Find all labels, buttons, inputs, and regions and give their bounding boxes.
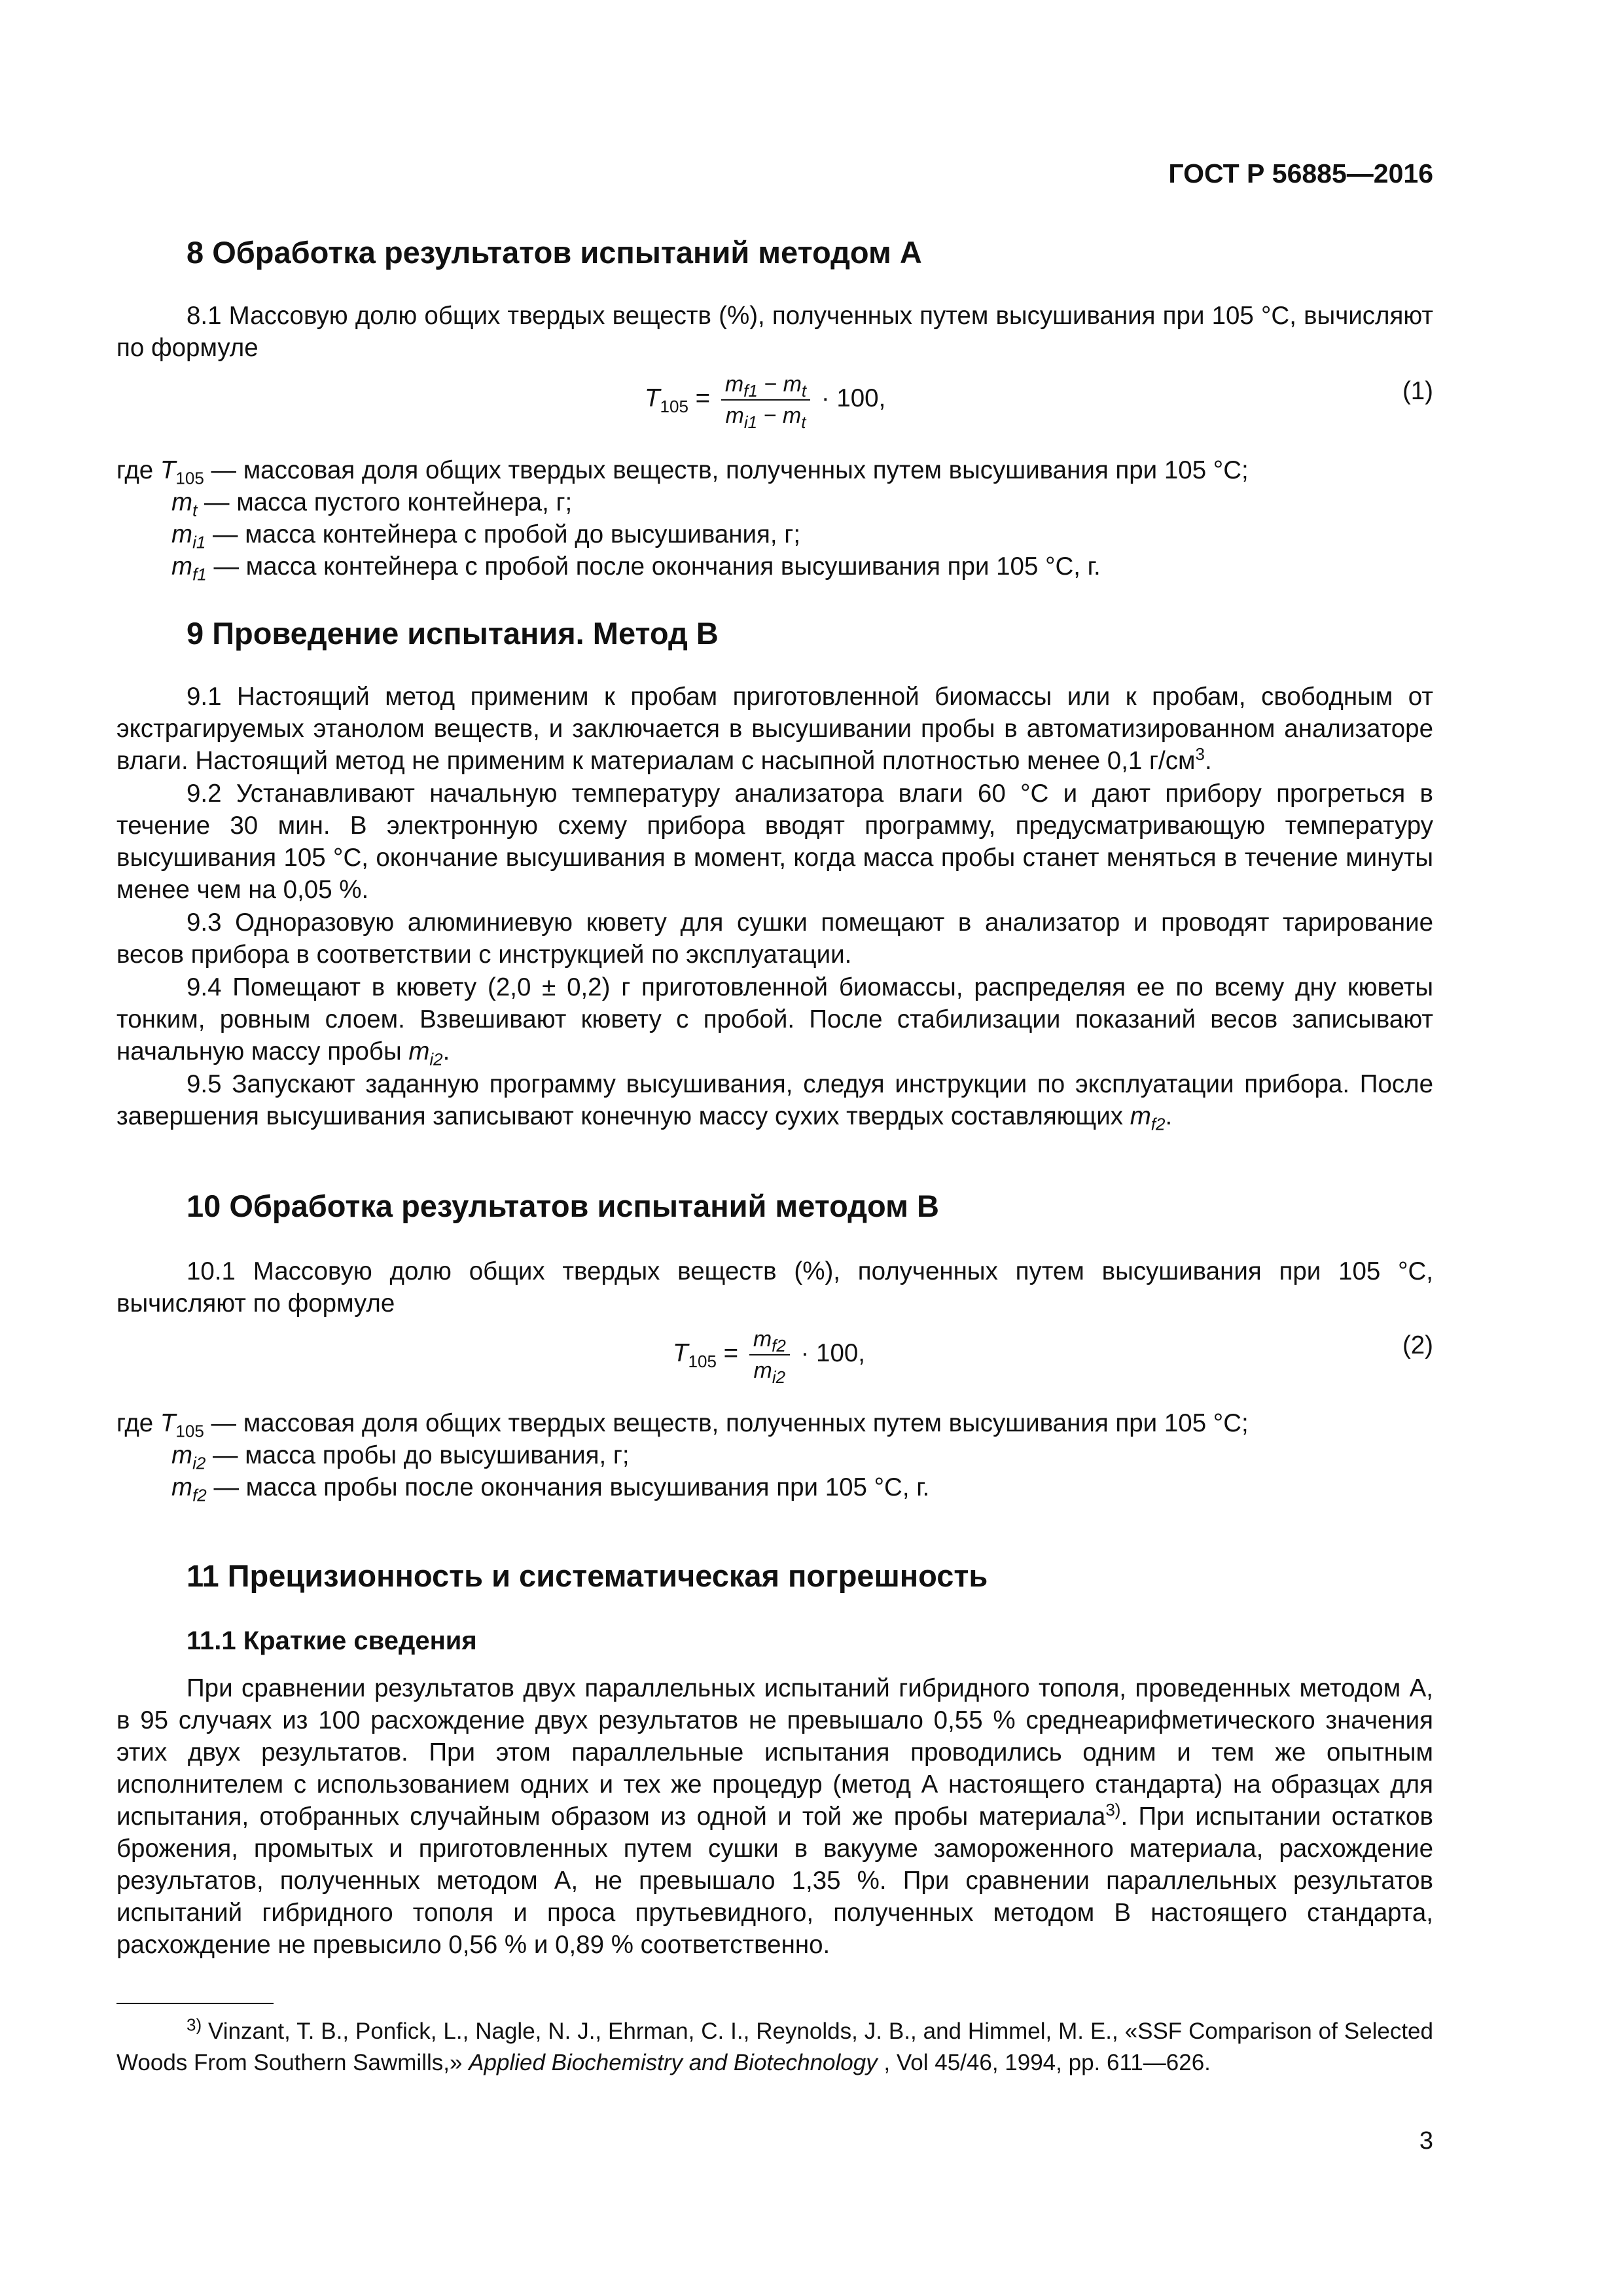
footnote-separator — [116, 2003, 274, 2004]
subsection-11-1-title: 11.1 Краткие сведения — [187, 1626, 477, 1655]
standard-header: ГОСТ Р 56885—2016 — [1168, 158, 1433, 188]
section-8-title: 8 Обработка результатов испытаний методом А — [187, 235, 922, 270]
equation-number-1: (1) — [1402, 377, 1433, 405]
page-number: 3 — [1419, 2127, 1433, 2155]
section-10-title: 10 Обработка результатов испытаний методом В — [187, 1189, 939, 1223]
equation-number-2: (2) — [1402, 1331, 1433, 1359]
section-9-title: 9 Проведение испытания. Метод В — [187, 616, 719, 651]
formula-1-fraction: $\frac{m_{f1} - m_t}{m_{i1} - m_t}$ — [721, 370, 810, 429]
formula-1: $T_{105}$ = $\frac{m_{f1} - m_t}{m_{i1} - m_t}$ · 100, — [645, 372, 886, 432]
where-line: $m_t$ — масса пустого контейнера, г; — [171, 488, 573, 520]
formula-2-fraction: $\frac{m_{f2}}{m_{i2}}$ — [749, 1325, 790, 1384]
paragraph-8-1: 8.1 Массовую долю общих твердых веществ (%), полученных путем высушивания при 105 °С, вычисляют по формуле — [116, 302, 1433, 362]
footnote: $^{3)}$ Vinzant, T. B., Ponfick, L., Nagle, N. J., Ehrman, C. I., Reynolds, J. B., and Himmel, M. E., «SSF Comparison of Selected Woods From Southern Sawmills,» Applied Biochemistry and Biotechnology , Vol 45/46, 1994, pp. 611—626. — [116, 2015, 1433, 2075]
paragraph-9-2: 9.2 Устанавливают начальную температуру анализатора влаги 60 °С и дают прибору прогреться в течение 30 мин. В электронную схему прибора вводят программу, предусматривающую температуру высушивания 105 °С, окончание высушивания в момент, когда масса пробы станет меняться в течение минуты менее чем на 0,05 %. — [116, 780, 1433, 904]
where-line: где $T_{105}$ — массовая доля общих твердых веществ, полученных путем высушивания при 105 °С; — [116, 456, 1249, 488]
where-line: $m_{f1}$ — масса контейнера с пробой после окончания высушивания при 105 °С, г. — [171, 552, 1101, 584]
where-line: $m_{f2}$ — масса пробы после окончания высушивания при 105 °С, г. — [171, 1473, 930, 1505]
paragraph-10-1: 10.1 Массовую долю общих твердых веществ (%), полученных путем высушивания при 105 °С, вычисляют по формуле — [116, 1257, 1433, 1318]
paragraph-11-1: При сравнении результатов двух параллельных испытаний гибридного тополя, проведенных методом А, в 95 случаях из 100 расхождение двух результатов не превышало 0,55 % среднеарифметического значения этих двух результатов. При этом параллельные испытания проводились одним и тем же опытным исполнителем с использованием одних и тех же процедур (метод А настоящего стандарта) на образцах для испытания, отобранных случайным образом из одной и той же пробы материала$^{3)}$. При испытании остатков брожения, промытых и приготовленных путем сушки в вакууме замороженного материала, расхождение результатов, полученных методом А, не превышало 1,35 %. При сравнении параллельных результатов испытаний гибридного тополя и проса прутьевидного, полученных методом В настоящего стандарта, расхождение не превысило 0,56 % и 0,89 % соответственно. — [116, 1674, 1433, 1959]
formula-2: $T_{105}$ = $\frac{m_{f2}}{m_{i2}}$ · 100, — [673, 1327, 865, 1387]
paragraph-9-4: 9.4 Помещают в кювету (2,0 ± 0,2) г приготовленной биомассы, распределяя ее по всему дну кюветы тонким, ровным слоем. Взвешивают кювету с пробой. После стабилизации показаний весов записывают начальную массу пробы $m_{i2}$. — [116, 973, 1433, 1069]
paragraph-9-5: 9.5 Запускают заданную программу высушивания, следуя инструкции по эксплуатации прибора. После завершения высушивания записывают конечную массу сухих твердых составляющих $m_{f2}$. — [116, 1070, 1433, 1134]
where-line: где $T_{105}$ — массовая доля общих твердых веществ, полученных путем высушивания при 105 °С; — [116, 1409, 1249, 1441]
where-line: $m_{i1}$ — масса контейнера с пробой до высушивания, г; — [171, 520, 801, 552]
paragraph-9-3: 9.3 Одноразовую алюминиевую кювету для сушки помещают в анализатор и проводят тарирование весов прибора в соответствии с инструкцией по эксплуатации. — [116, 908, 1433, 969]
section-11-title: 11 Прецизионность и систематическая погрешность — [187, 1558, 988, 1593]
paragraph-9-1: 9.1 Настоящий метод применим к пробам приготовленной биомассы или к пробам, свободным от экстрагируемых этанолом веществ, и заключается в высушивании пробы в автоматизированном анализаторе влаги. Настоящий метод не применим к материалам с насыпной плотностью менее 0,1 $г/см^3$. — [116, 683, 1433, 775]
where-line: $m_{i2}$ — масса пробы до высушивания, г; — [171, 1441, 630, 1473]
